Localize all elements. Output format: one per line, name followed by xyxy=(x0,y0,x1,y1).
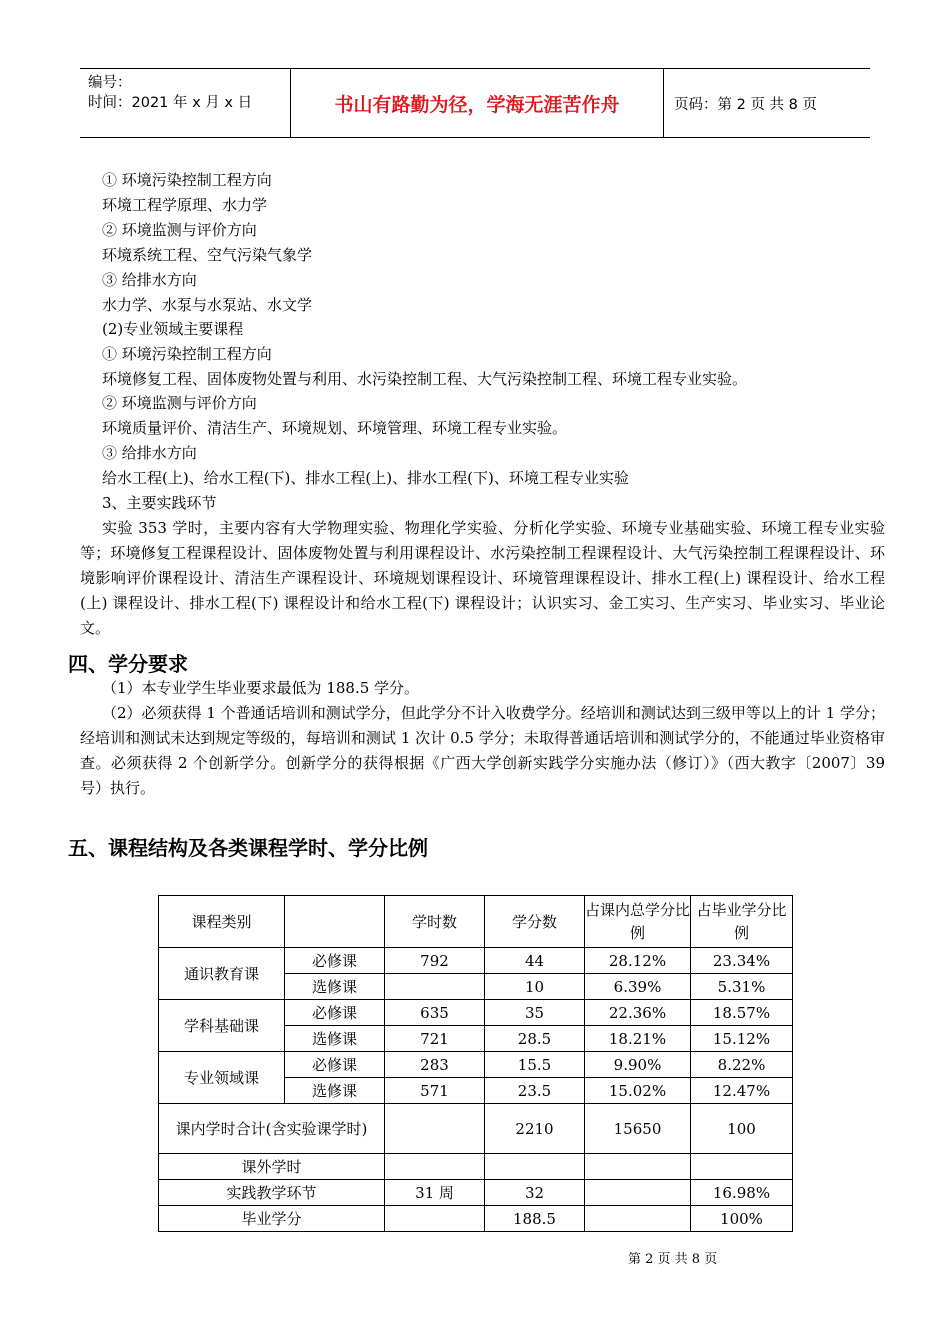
row-pct-grad: 15.12% xyxy=(691,1026,793,1052)
section4-p1: （1）本专业学生毕业要求最低为 188.5 学分。 xyxy=(102,679,420,697)
line-11: 环境质量评价、清洁生产、环境规划、环境管理、环境工程专业实验。 xyxy=(102,419,568,437)
total-credits: 32 xyxy=(485,1180,585,1206)
row-pct-grad: 23.34% xyxy=(691,948,793,974)
row-credits: 35 xyxy=(485,1000,585,1026)
total-credits: 2210 xyxy=(485,1104,585,1154)
table-row xyxy=(159,1000,793,1026)
total-pct-inner: 15650 xyxy=(585,1104,691,1154)
total-label: 课内学时合计(含实验课学时) xyxy=(159,1104,385,1154)
row-pct-inner: 6.39% xyxy=(585,974,691,1000)
row-pct-grad: 18.57% xyxy=(691,1000,793,1026)
line-9: 环境修复工程、固体废物处置与利用、水污染控制工程、大气污染控制工程、环境工程专业实验。 xyxy=(102,370,748,388)
header-motto: 书山有路勤为径，学海无涯苦作舟 xyxy=(291,69,664,137)
total-pct-grad xyxy=(691,1154,793,1180)
total-row xyxy=(159,1104,793,1154)
total-credits: 188.5 xyxy=(485,1206,585,1232)
row-hours xyxy=(385,974,485,1000)
practice-paragraph: 实验 353 学时，主要内容有大学物理实验、物理化学实验、分析化学实验、环境专业基础实验、环境工程专业实验等；环境修复工程课程设计、固体废物处置与利用课程设计、水污染控制工程课程设计、大气污染控制工程课程设计、环境影响评价课程设计、清洁生产课程设计、环境规划课程设计、环境管理课程设计、排水工程(上) 课程设计、给水工程(上) 课程设计、排水工程(下) 课程设计和给水工程(下) 课程设计；认识实习、金工实习、生产实习、毕业实习、毕业论文。 xyxy=(80,519,885,637)
row-credits: 44 xyxy=(485,948,585,974)
page-footer: 第 2 页 共 8 页 xyxy=(628,1252,718,1267)
total-pct-inner xyxy=(585,1180,691,1206)
row-pct-inner: 15.02% xyxy=(585,1078,691,1104)
line-4: 环境系统工程、空气污染气象学 xyxy=(102,246,313,264)
row-pct-inner: 18.21% xyxy=(585,1026,691,1052)
line-5: ③ 给排水方向 xyxy=(102,271,197,289)
row-credits: 28.5 xyxy=(485,1026,585,1052)
line-1: ① 环境污染控制工程方向 xyxy=(102,171,272,189)
total-hours xyxy=(385,1206,485,1232)
row-hours: 571 xyxy=(385,1078,485,1104)
line-14: 3、主要实践环节 xyxy=(102,494,217,512)
header-page-info: 页码：第 2 页 共 8 页 xyxy=(674,96,817,113)
header-pct-grad: 占毕业学分比例 xyxy=(691,896,793,948)
header-hours: 学时数 xyxy=(385,896,485,948)
header-credits: 学分数 xyxy=(485,896,585,948)
header-pct-inner: 占课内总学分比例 xyxy=(585,896,691,948)
row-type: 必修课 xyxy=(285,1000,385,1026)
group-name: 学科基础课 xyxy=(159,1000,285,1052)
row-type: 必修课 xyxy=(285,1052,385,1078)
date-line: 时间：2021 年 x 月 x 日 xyxy=(88,95,253,111)
line-7: (2)专业领域主要课程 xyxy=(102,320,244,338)
row-hours: 792 xyxy=(385,948,485,974)
total-credits xyxy=(485,1154,585,1180)
row-hours: 721 xyxy=(385,1026,485,1052)
header-meta xyxy=(80,69,291,137)
line-8: ① 环境污染控制工程方向 xyxy=(102,345,272,363)
row-credits: 15.5 xyxy=(485,1052,585,1078)
table-row xyxy=(159,948,793,974)
total-label: 课外学时 xyxy=(159,1154,385,1180)
total-label: 实践教学环节 xyxy=(159,1180,385,1206)
row-pct-inner: 28.12% xyxy=(585,948,691,974)
total-pct-inner xyxy=(585,1154,691,1180)
row-type: 选修课 xyxy=(285,1078,385,1104)
line-2: 环境工程学原理、水力学 xyxy=(102,196,268,214)
row-credits: 10 xyxy=(485,974,585,1000)
header-subtype xyxy=(285,896,385,948)
line-10: ② 环境监测与评价方向 xyxy=(102,394,257,412)
line-6: 水力学、水泵与水泵站、水文学 xyxy=(102,296,313,314)
section4-title: 四、学分要求 xyxy=(68,652,188,676)
row-pct-grad: 8.22% xyxy=(691,1052,793,1078)
total-hours xyxy=(385,1104,485,1154)
row-pct-inner: 9.90% xyxy=(585,1052,691,1078)
total-pct-grad: 16.98% xyxy=(691,1180,793,1206)
group-name: 通识教育课 xyxy=(159,948,285,1000)
row-pct-inner: 22.36% xyxy=(585,1000,691,1026)
row-pct-grad: 12.47% xyxy=(691,1078,793,1104)
row-type: 必修课 xyxy=(285,948,385,974)
total-pct-grad: 100% xyxy=(691,1206,793,1232)
total-row xyxy=(159,1180,793,1206)
total-hours: 31 周 xyxy=(385,1180,485,1206)
row-type: 选修课 xyxy=(285,1026,385,1052)
header-category: 课程类别 xyxy=(159,896,285,948)
total-pct-inner xyxy=(585,1206,691,1232)
total-row xyxy=(159,1206,793,1232)
table-header-row xyxy=(159,896,793,948)
total-pct-grad: 100 xyxy=(691,1104,793,1154)
row-hours: 635 xyxy=(385,1000,485,1026)
total-row xyxy=(159,1154,793,1180)
line-3: ② 环境监测与评价方向 xyxy=(102,221,257,239)
section4-p2: （2）必须获得 1 个普通话培训和测试学分，但此学分不计入收费学分。经培训和测试达到三级甲等以上的计 1 学分；经培训和测试未达到规定等级的，每培训和测试 1 次计 0.5 学分；未取得普通话培训和测试学分的，不能通过毕业资格审查。必须获得 2 个创新学分。创新学分的获得根据《广西大学创新实践学分实施办法（修订）》（西大教字〔2007〕39 号）执行。 xyxy=(80,704,885,797)
section5-title: 五、课程结构及各类课程学时、学分比例 xyxy=(68,836,428,860)
course-structure-table xyxy=(158,895,793,1232)
table-row xyxy=(159,1052,793,1078)
row-type: 选修课 xyxy=(285,974,385,1000)
page-header xyxy=(80,68,870,138)
line-13: 给水工程(上)、给水工程(下)、排水工程(上)、排水工程(下)、环境工程专业实验 xyxy=(102,469,629,487)
row-pct-grad: 5.31% xyxy=(691,974,793,1000)
group-name: 专业领域课 xyxy=(159,1052,285,1104)
row-credits: 23.5 xyxy=(485,1078,585,1104)
serial-label: 编号： xyxy=(88,75,132,91)
row-hours: 283 xyxy=(385,1052,485,1078)
total-label: 毕业学分 xyxy=(159,1206,385,1232)
line-12: ③ 给排水方向 xyxy=(102,444,197,462)
total-hours xyxy=(385,1154,485,1180)
